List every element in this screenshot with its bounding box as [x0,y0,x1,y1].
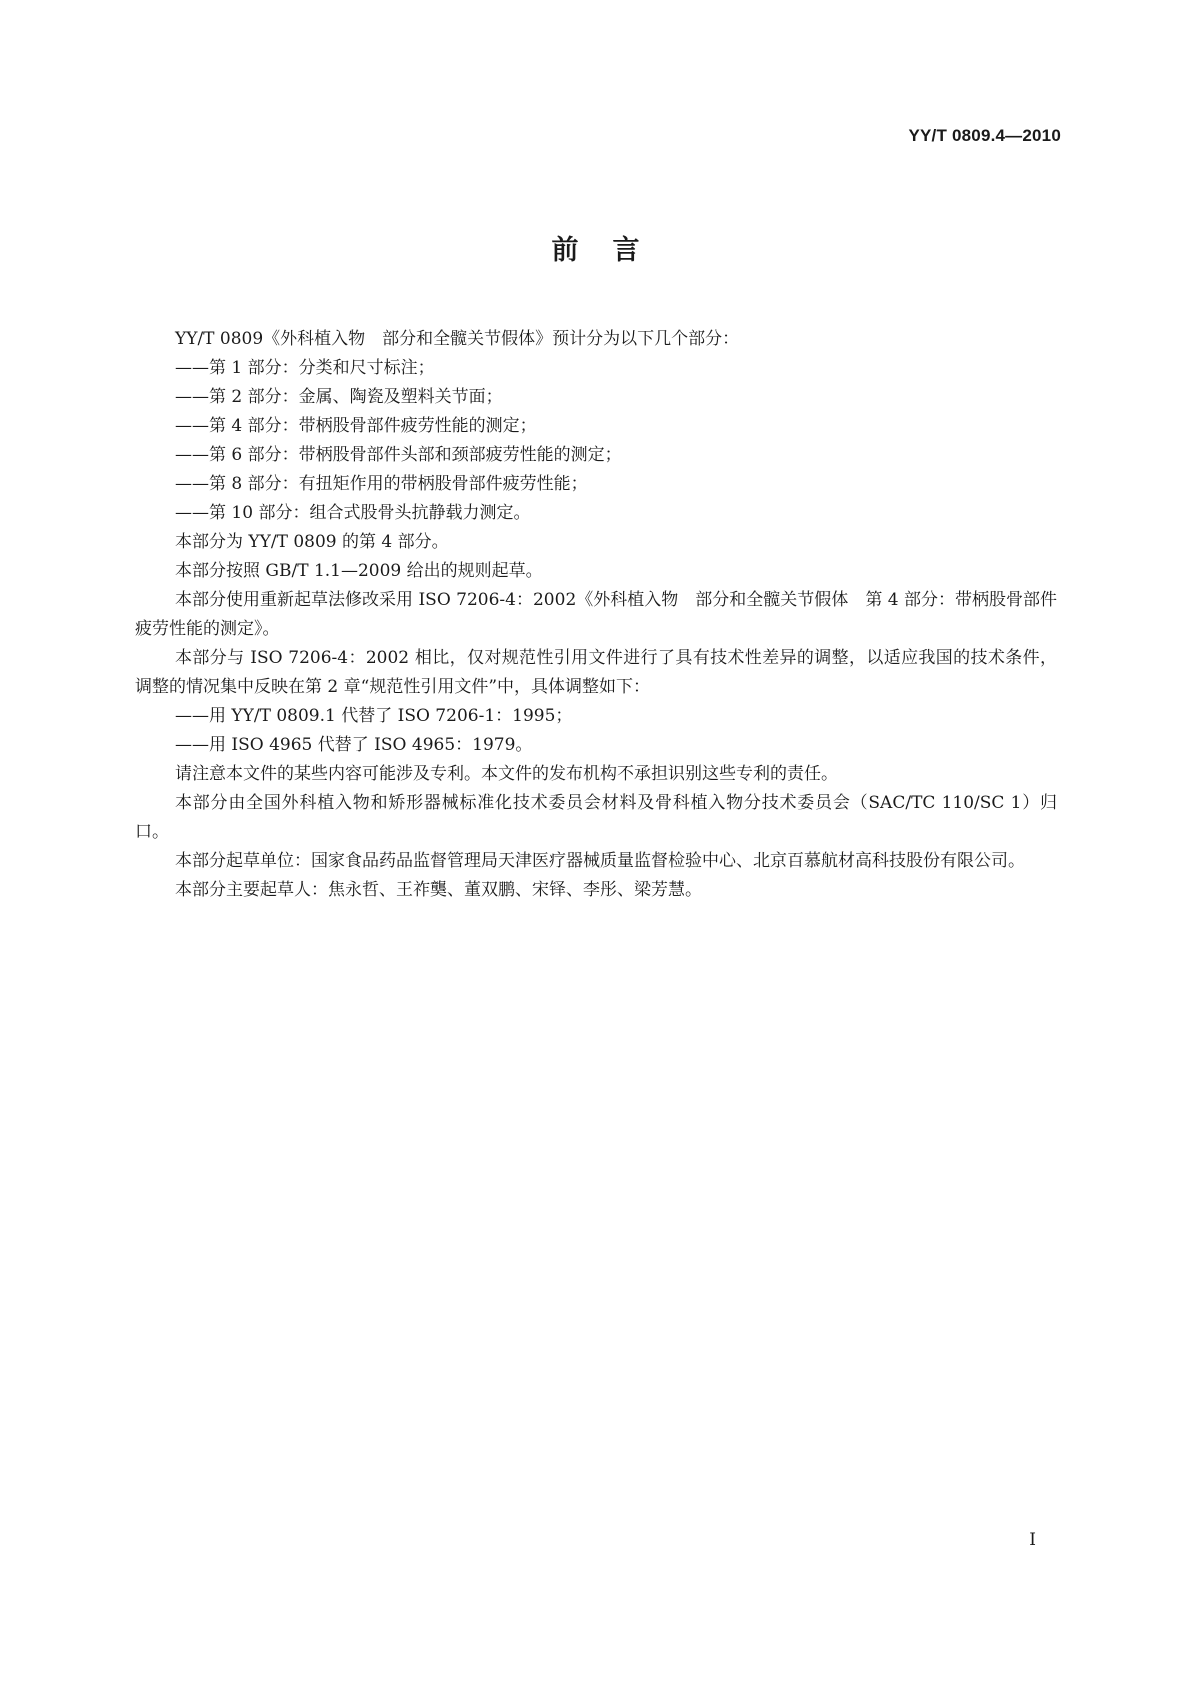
paragraph-part-statement: 本部分为 YY/T 0809 的第 4 部分。 [175,532,449,552]
foreword-body [135,325,1057,905]
list-item-part-8: ——第 8 部分：有扭矩作用的带柄股骨部件疲劳性能； [175,474,588,494]
list-item-part-1: ——第 1 部分：分类和尺寸标注； [175,358,435,378]
paragraph-committee: 本部分由全国外科植入物和矫形器械标准化技术委员会材料及骨科植入物分技术委员会（SAC/TC 110/SC 1）归口。 [135,793,1057,842]
paragraph-intro: YY/T 0809《外科植入物 部分和全髋关节假体》预计分为以下几个部分： [175,329,740,349]
list-item-part-10: ——第 10 部分：组合式股骨头抗静载力测定。 [175,503,531,523]
paragraph-drafters: 本部分主要起草人：焦永哲、王祚龑、董双鹏、宋铎、李彤、梁芳慧。 [175,880,702,900]
standard-code: YY/T 0809.4—2010 [908,126,1061,145]
list-item-part-4: ——第 4 部分：带柄股骨部件疲劳性能的测定； [175,416,537,436]
page-number: I [1029,1530,1036,1550]
paragraph-adoption: 本部分使用重新起草法修改采用 ISO 7206-4：2002《外科植入物 部分和全髋关节假体 第 4 部分：带柄股骨部件疲劳性能的测定》。 [135,590,1057,639]
list-item-replacement-2: ——用 ISO 4965 代替了 ISO 4965：1979。 [175,735,533,755]
list-item-part-2: ——第 2 部分：金属、陶瓷及塑料关节面； [175,387,503,407]
paragraph-drafting-rules: 本部分按照 GB/T 1.1—2009 给出的规则起草。 [175,561,543,581]
list-item-replacement-1: ——用 YY/T 0809.1 代替了 ISO 7206-1：1995； [175,706,573,726]
list-item-part-6: ——第 6 部分：带柄股骨部件头部和颈部疲劳性能的测定； [175,445,622,465]
page-title: 前言 [551,235,674,266]
paragraph-patent-notice: 请注意本文件的某些内容可能涉及专利。本文件的发布机构不承担识别这些专利的责任。 [175,764,838,784]
paragraph-drafting-units: 本部分起草单位：国家食品药品监督管理局天津医疗器械质量监督检验中心、北京百慕航材高科技股份有限公司。 [175,851,1025,871]
paragraph-differences: 本部分与 ISO 7206-4：2002 相比，仅对规范性引用文件进行了具有技术性差异的调整，以适应我国的技术条件，调整的情况集中反映在第 2 章“规范性引用文件”中，具体调整如下： [135,648,1057,697]
